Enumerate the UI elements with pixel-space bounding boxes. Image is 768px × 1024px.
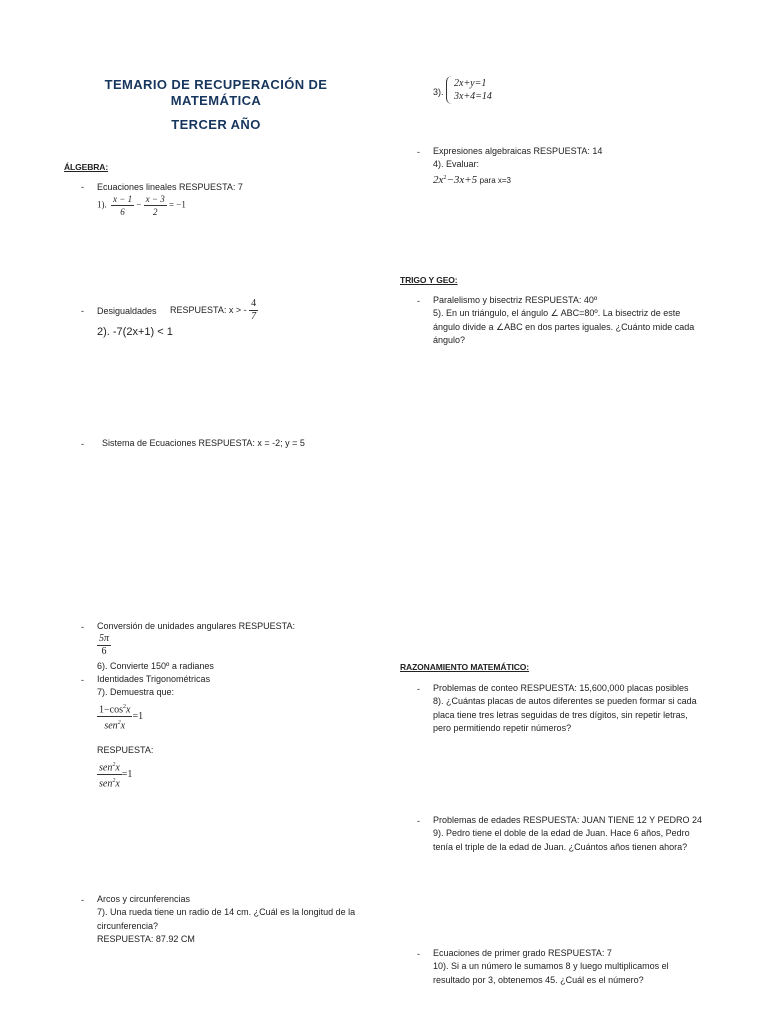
- item-angle-conversion-problem: 6). Convierte 150º a radianes: [97, 661, 214, 671]
- minus-sign: −: [136, 199, 142, 210]
- fraction-numerator: 5π: [99, 633, 110, 644]
- trigo-geo-heading: TRIGO Y GEO:: [400, 275, 458, 285]
- item-first-degree-label: Ecuaciones de primer grado RESPUESTA: 7: [433, 948, 612, 958]
- equation-rhs: =1: [132, 711, 144, 723]
- fraction-numerator: x − 3: [145, 194, 165, 204]
- equation-rhs: = −1: [168, 199, 186, 210]
- trig-answer-label: RESPUESTA:: [97, 745, 154, 755]
- exponent: 2: [443, 175, 447, 181]
- item-ages-problem: 9). Pedro tiene el doble de la edad de Juan. Hace 6 años, Pedro tenía el triple de la edad de Juan. ¿Cuántos años tienen ahora?: [433, 828, 690, 852]
- exponent: 2: [122, 704, 126, 710]
- variable: x: [125, 704, 131, 716]
- bullet-dash: -: [81, 895, 84, 905]
- fraction: [111, 193, 134, 218]
- page-subtitle: TERCER AÑO: [171, 117, 261, 132]
- fraction-denominator: 7: [251, 311, 257, 322]
- item-linear-equations-label: Ecuaciones lineales RESPUESTA: 7: [97, 182, 243, 192]
- trig-identity-formula: [97, 701, 143, 733]
- bullet-dash: -: [81, 622, 84, 632]
- sen-term: sen: [99, 778, 113, 790]
- fraction-denominator: [97, 775, 122, 790]
- sen-term: sen: [104, 720, 118, 732]
- fraction-denominator: [97, 717, 132, 732]
- reasoning-heading: RAZONAMIENTO MATEMÁTICO:: [400, 662, 530, 672]
- algebra-heading: ÁLGEBRA:: [64, 162, 109, 172]
- item-ages-label: Problemas de edades RESPUESTA: JUAN TIENE 12 Y PEDRO 24: [433, 815, 702, 825]
- system-equation-1: 2x+y=1: [454, 78, 487, 89]
- bullet-dash: -: [417, 296, 420, 306]
- item-arcs-label: Arcos y circunferencias: [97, 894, 191, 904]
- fraction: [249, 298, 258, 323]
- exponent: 2: [112, 762, 116, 768]
- item-parallelism-label: Paralelismo y bisectriz RESPUESTA: 40º: [433, 295, 598, 305]
- item-parallelism-problem: 5). En un triángulo, el ángulo ∠ ABC=80º. La bisectriz de este ángulo divide a ∠ABC en dos partes iguales. ¿Cuánto mide cada ángulo?: [433, 308, 695, 345]
- fraction: [97, 701, 132, 733]
- variable: x: [115, 778, 120, 790]
- cos-term: 1−cos: [99, 704, 123, 716]
- fraction: [144, 193, 167, 218]
- system-prefix: 3).: [433, 87, 444, 97]
- item-algebraic-expressions-problem: 4). Evaluar:: [433, 159, 480, 169]
- item-algebraic-expressions-label: Expresiones algebraicas RESPUESTA: 14: [433, 146, 603, 156]
- item-counting-label: Problemas de conteo RESPUESTA: 15,600,000 placas posibles: [433, 683, 689, 693]
- item-arcs-answer: RESPUESTA: 87.92 CM: [97, 934, 195, 944]
- answer-text: RESPUESTA: x > -: [170, 304, 247, 315]
- sen-term: sen: [99, 762, 113, 774]
- bullet-dash: -: [417, 147, 420, 157]
- bullet-dash: -: [417, 949, 420, 959]
- fraction-numerator: [97, 759, 122, 775]
- bullet-dash: -: [81, 182, 84, 192]
- trig-answer-formula: [97, 759, 132, 791]
- item-angle-conversion-label: Conversión de unidades angulares RESPUESTA:: [97, 621, 295, 631]
- fraction: [97, 633, 111, 658]
- item-systems-label: Sistema de Ecuaciones RESPUESTA: x = -2; y = 5: [102, 438, 305, 448]
- item-counting-problem: 8). ¿Cuántas placas de autos diferentes se pueden formar si cada placa tiene tres letras seguidas de tres dígitos, sin repetir letras, pero permitiendo repetir números?: [433, 696, 697, 733]
- expression-term: −3x+5: [446, 174, 478, 186]
- item-inequalities-label: Desigualdades: [97, 306, 157, 316]
- bullet-dash: -: [81, 439, 84, 449]
- item-algebraic-expressions-formula: [433, 172, 511, 188]
- bullet-dash: -: [81, 675, 84, 685]
- variable: x: [120, 720, 126, 732]
- fraction-denominator: 6: [120, 207, 125, 217]
- fraction-numerator: [97, 701, 132, 717]
- exponent: 2: [117, 720, 121, 727]
- system-brace: [446, 76, 453, 104]
- formula-prefix: 1).: [97, 199, 107, 210]
- item-trig-identities-label: Identidades Trigonométricas: [97, 674, 211, 684]
- fraction-numerator: 4: [251, 298, 257, 309]
- expression-suffix: para x=3: [479, 176, 511, 185]
- exponent: 2: [112, 778, 116, 785]
- item-linear-equations-formula: [97, 193, 186, 218]
- fraction: [97, 759, 122, 791]
- bullet-dash: -: [417, 816, 420, 826]
- item-inequalities-answer: [170, 298, 258, 323]
- bullet-dash: -: [417, 684, 420, 694]
- title-line-2: MATEMÁTICA: [170, 93, 262, 108]
- system-equation-2: 3x+4=14: [454, 91, 492, 102]
- variable: x: [115, 762, 120, 774]
- expression-term: 2x: [433, 174, 444, 186]
- item-trig-identities-problem: 7). Demuestra que:: [97, 687, 175, 697]
- fraction-denominator: 2: [152, 207, 158, 217]
- system-equations: [454, 77, 492, 103]
- item-arcs-problem: 7). Una rueda tiene un radio de 14 cm. ¿Cuál es la longitud de la circunferencia?: [97, 907, 356, 931]
- bullet-dash: -: [81, 306, 84, 316]
- fraction-numerator: x − 1: [113, 194, 133, 204]
- title-line-1: TEMARIO DE RECUPERACIÓN DE: [104, 77, 328, 92]
- item-inequalities-problem: 2). -7(2x+1) < 1: [97, 326, 173, 338]
- equation-rhs: =1: [121, 769, 133, 781]
- fraction-denominator: 6: [101, 646, 107, 657]
- item-first-degree-problem: 10). Si a un número le sumamos 8 y luego multiplicamos el resultado por 3, obtenemos 45. ¿Cuál es el número?: [433, 961, 669, 985]
- page-title: [60, 77, 372, 109]
